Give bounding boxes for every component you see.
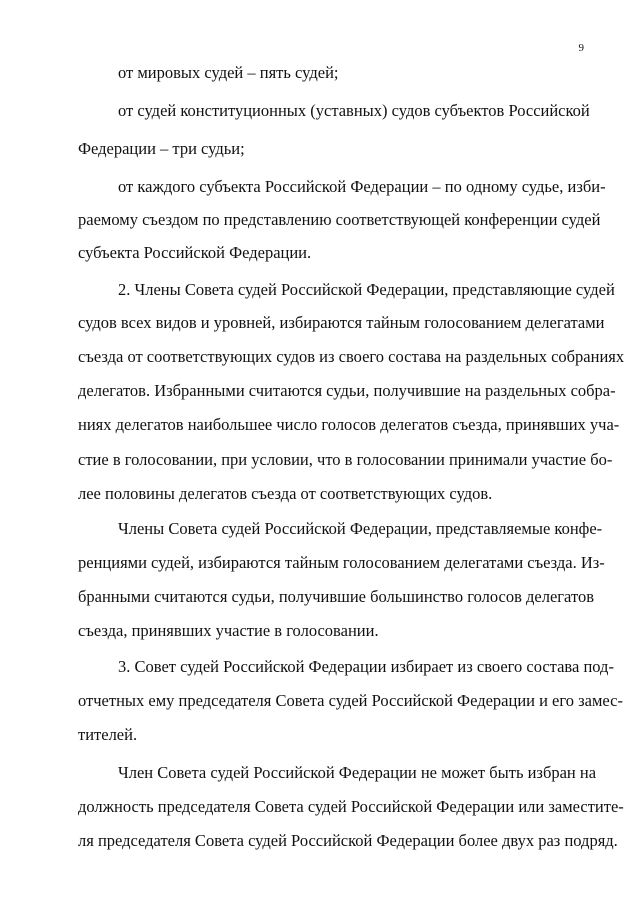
- paragraph-line: от мировых судей – пять судей;: [118, 63, 339, 82]
- paragraph-line: Федерации – три судьи;: [78, 139, 245, 158]
- paragraph-line: от судей конституционных (уставных) судов субъектов Российской: [118, 101, 590, 120]
- paragraph-line: бранными считаются судьи, получившие большинство голосов делегатов: [78, 587, 594, 606]
- paragraph-line: ля председателя Совета судей Российской Федерации более двух раз подряд.: [78, 831, 618, 850]
- paragraph-line: ренциями судей, избираются тайным голосованием делегатами съезда. Из-: [78, 553, 605, 572]
- paragraph-line: съезда от соответствующих судов из своего состава на раздельных собраниях: [78, 347, 625, 366]
- page-number: 9: [578, 42, 584, 54]
- paragraph-line: делегатов. Избранными считаются судьи, получившие на раздельных собра-: [78, 381, 616, 400]
- paragraph-line: тителей.: [78, 725, 138, 744]
- paragraph-line: раемому съездом по представлению соответствующей конференции судей: [78, 210, 601, 229]
- paragraph-line: 2. Члены Совета судей Российской Федерации, представляющие судей: [118, 280, 615, 299]
- paragraph-line: лее половины делегатов съезда от соответствующих судов.: [78, 484, 493, 503]
- paragraph-line: Члены Совета судей Российской Федерации, представляемые конфе-: [118, 519, 603, 538]
- paragraph-line: субъекта Российской Федерации.: [78, 243, 312, 262]
- paragraph-line: должность председателя Совета судей Российской Федерации или заместите-: [78, 797, 624, 816]
- paragraph-line: судов всех видов и уровней, избираются тайным голосованием делегатами: [78, 313, 605, 332]
- paragraph-line: от каждого субъекта Российской Федерации – по одному судье, изби-: [118, 177, 606, 196]
- paragraph-line: Член Совета судей Российской Федерации не может быть избран на: [118, 763, 597, 782]
- paragraph-line: съезда, принявших участие в голосовании.: [78, 621, 379, 640]
- paragraph-line: стие в голосовании, при условии, что в голосовании принимали участие бо-: [78, 450, 613, 469]
- paragraph-line: отчетных ему председателя Совета судей Российской Федерации и его замес-: [78, 691, 623, 710]
- paragraph-line: ниях делегатов наибольшее число голосов делегатов съезда, принявших уча-: [78, 415, 620, 434]
- paragraph-line: 3. Совет судей Российской Федерации избирает из своего состава под-: [118, 657, 614, 676]
